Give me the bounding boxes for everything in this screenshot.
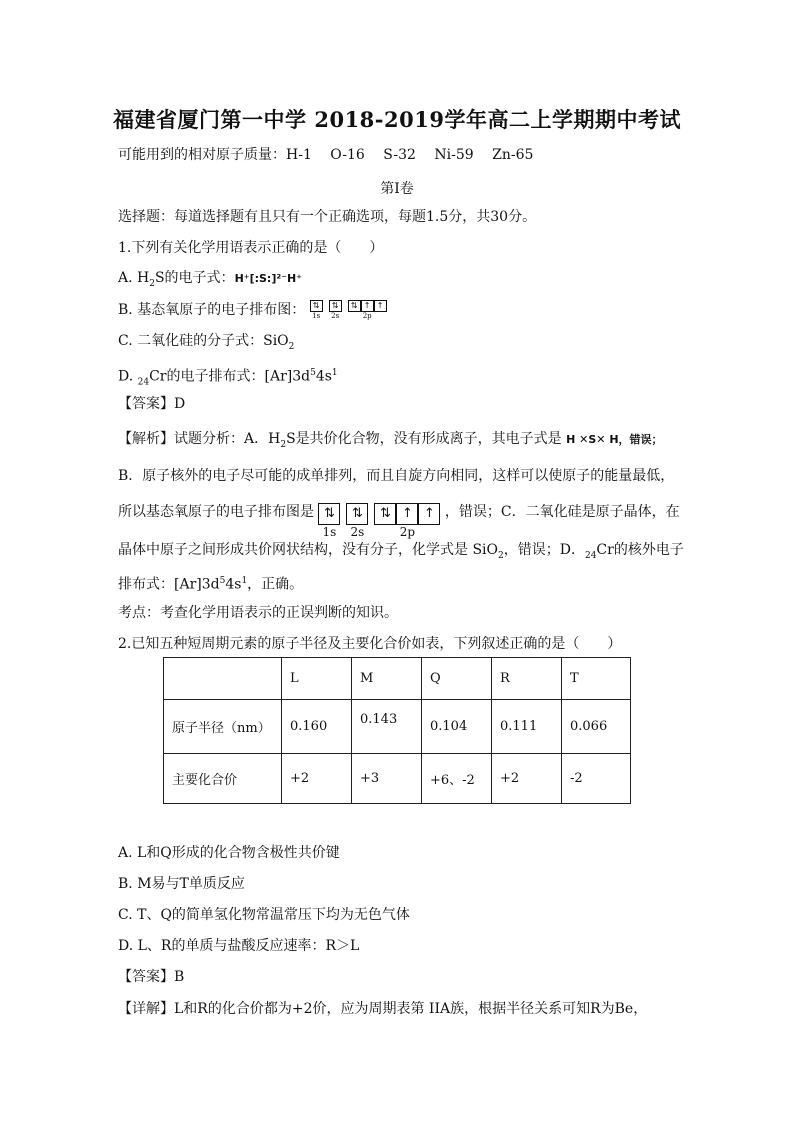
analysis-text: Cr的核外电子 (596, 542, 684, 558)
q1-option-c-text: C. 二氧化硅的分子式：SiO (118, 333, 289, 349)
h2s-electron-formula: H ✕S✕ H，错误； (566, 433, 663, 446)
orbital-2p (374, 503, 440, 539)
q1-analysis-line2: B．原子核外的电子尽可能的成单排列，而且自旋方向相同，这样可以使原子的能量最低， (118, 468, 675, 484)
q1-option-d-prefix: D. (118, 368, 138, 385)
analysis-text: 排布式：[Ar]3d (118, 576, 220, 593)
orbital-label: 2p (362, 312, 372, 320)
q1-analysis-line3 (118, 503, 680, 539)
orbital-box: ⇅ (329, 300, 342, 312)
table-cell: 0.111 (492, 700, 562, 754)
table-cell: +6、-2 (422, 754, 492, 804)
orbital-label: 2p (399, 525, 416, 539)
orbital-2s (346, 503, 368, 539)
subscript: 2 (280, 439, 287, 450)
analysis-text: 晶体中原子之间形成共价网状结构，没有分子，化学式是 SiO (118, 542, 498, 558)
q1-stem: 1.下列有关化学用语表示正确的是（ ） (118, 240, 384, 256)
table-header-row (164, 658, 631, 700)
h2s-ionic-formula: H⁺[:S:]²⁻H⁺ (234, 272, 302, 285)
analysis-text: ，错误；C．二氧化硅是原子晶体，在 (444, 504, 680, 520)
subscript: 24 (584, 550, 597, 561)
table-cell: 0.104 (422, 700, 492, 754)
orbital-box: ↑ (418, 503, 440, 525)
table-cell: 0.160 (282, 700, 352, 754)
table-cell: +2 (282, 754, 352, 804)
page-title: 福建省厦门第一中学 2018-2019学年高二上学期期中考试 (113, 107, 681, 132)
table-row (164, 700, 631, 754)
table-cell: 主要化合价 (164, 754, 282, 804)
orbital-1s (310, 300, 323, 320)
superscript: 1 (241, 576, 248, 586)
subscript: 24 (137, 377, 150, 388)
orbital-label: 1s (312, 312, 321, 320)
q1-option-d-text2: 4s (315, 368, 332, 385)
orbital-1s (318, 503, 340, 539)
table-header-cell: L (282, 658, 352, 700)
q2-option-c: C. T、Q的简单氢化物常温常压下均为无色气体 (118, 907, 410, 923)
orbital-box: ⇅ (346, 503, 368, 525)
analysis-text: S是共价化合物，没有形成离子，其电子式是 (286, 431, 562, 447)
orbital-diagram-large (318, 503, 440, 539)
table-cell: +3 (352, 754, 422, 804)
analysis-text: 所以基态氧原子的电子排布图是 (118, 504, 314, 520)
table-header-cell (164, 658, 282, 700)
table-cell: 原子半径（nm） (164, 700, 282, 754)
superscript: 1 (331, 368, 338, 378)
table-header-cell: M (352, 658, 422, 700)
table-header-cell: T (562, 658, 631, 700)
table-cell: -2 (562, 754, 631, 804)
table-cell: 0.066 (562, 700, 631, 754)
subscript: 2 (498, 550, 504, 561)
subscript: 2 (149, 278, 155, 289)
q2-stem: 2.已知五种短周期元素的原子半径及主要化合价如表，下列叙述正确的是（ ） (118, 636, 622, 652)
orbital-box: ⇅ (318, 503, 340, 525)
orbital-2s (329, 300, 342, 320)
q1-option-d-text: Cr的电子排布式：[Ar]3d (149, 368, 311, 385)
orbital-box: ↑ (396, 503, 418, 525)
orbital-box: ↑ (374, 300, 387, 312)
q1-option-b (118, 300, 387, 320)
q1-analysis-line4 (118, 541, 684, 565)
q1-option-b-text: B. 基态氧原子的电子排布图： (118, 302, 306, 318)
q1-kaodian: 考点：考查化学用语表示的正误判断的知识。 (118, 605, 398, 621)
q2-option-a: A. L和Q形成的化合物含极性共价键 (118, 845, 340, 861)
orbital-box: ⇅ (348, 300, 361, 312)
q1-answer: 【答案】D (118, 396, 186, 412)
orbital-label: 2s (350, 525, 365, 539)
table-header-cell: Q (422, 658, 492, 700)
instruction: 选择题：每道选择题有且只有一个正确选项，每题1.5分，共30分。 (118, 209, 537, 225)
q1-option-d (118, 364, 338, 391)
analysis-text: ，错误；D． (503, 542, 585, 558)
table-cell: 0.143 (352, 700, 422, 754)
orbital-box: ⇅ (374, 503, 396, 525)
table-cell: +2 (492, 754, 562, 804)
q2-answer: 【答案】B (118, 969, 185, 985)
atomic-masses: 可能用到的相对原子质量：H-1 O-16 S-32 Ni-59 Zn-65 (118, 147, 534, 163)
q1-option-a-text: S的电子式： (154, 270, 235, 286)
orbital-label: 1s (322, 525, 337, 539)
orbital-box: ⇅ (310, 300, 323, 312)
q2-detail: 【详解】L和R的化合价都为+2价，应为周期表第 IIA族，根据半径关系可知R为Be， (118, 1001, 648, 1017)
subscript: 2 (288, 341, 295, 352)
orbital-label: 2s (331, 312, 340, 320)
orbital-2p (348, 300, 387, 320)
orbital-box: ↑ (361, 300, 374, 312)
element-table (163, 657, 631, 804)
q1-option-a-prefix: A. H (118, 270, 150, 286)
q1-option-c (118, 332, 294, 356)
q1-analysis-line5 (118, 572, 303, 594)
q1-option-a (118, 269, 302, 293)
analysis-text: 4s (225, 576, 242, 593)
orbital-diagram-small (310, 300, 387, 320)
analysis-text: 【解析】试题分析：A．H (118, 431, 281, 447)
superscript: 5 (219, 576, 226, 586)
analysis-text: ，正确。 (247, 576, 304, 593)
q1-analysis-line1 (118, 430, 663, 454)
superscript: 5 (310, 368, 316, 378)
section-heading: 第Ⅰ卷 (380, 181, 414, 197)
table-header-cell: R (492, 658, 562, 700)
q2-option-d: D. L、R的单质与盐酸反应速率：R＞L (118, 938, 360, 954)
q2-option-b: B. M易与T单质反应 (118, 876, 245, 892)
table-row (164, 754, 631, 804)
